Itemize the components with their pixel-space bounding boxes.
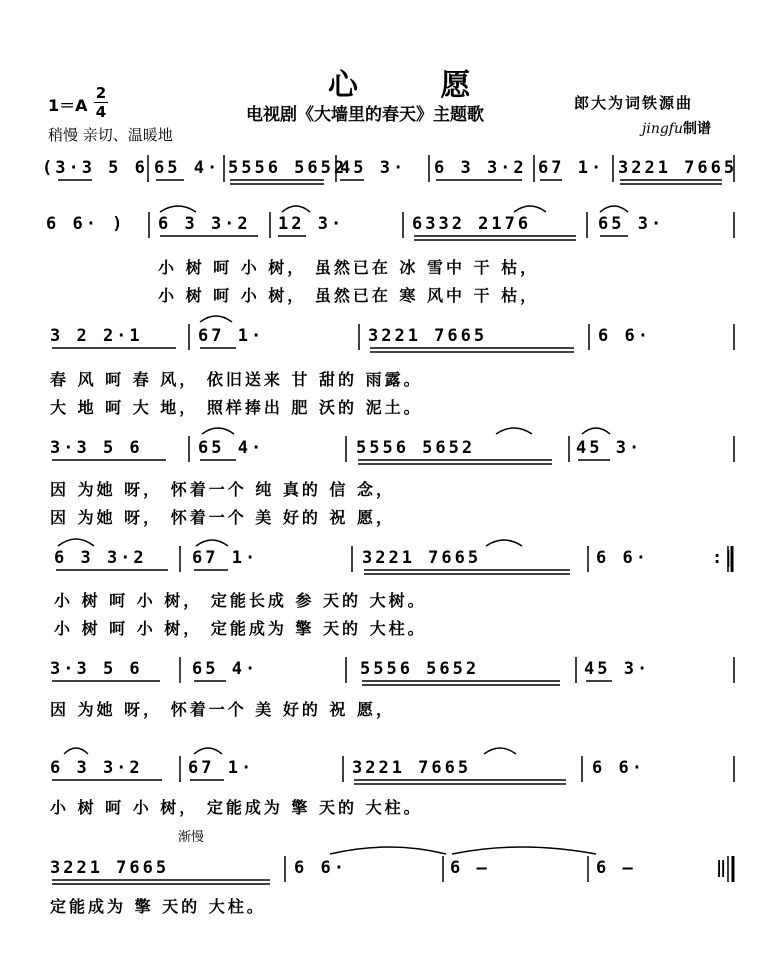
measure: 45 3· <box>584 659 651 679</box>
measure: 5556 5652 <box>360 659 480 679</box>
measure: 5556 5652 <box>356 438 476 458</box>
measure: 65 4· <box>154 158 221 178</box>
time-top: 2 <box>95 84 107 102</box>
measure: 5556 5652 <box>228 158 348 178</box>
measure: 3 2 2·1 <box>50 326 143 346</box>
measure: 65 4· <box>198 438 265 458</box>
measure: 6 3 3·2 <box>434 158 527 178</box>
measure: 65 4· <box>192 659 259 679</box>
lyric-verse-1: 小 树 呵 小 树， 虽然已在 冰 雪中 干 枯， <box>158 258 540 277</box>
lyric-verse-1: 因 为她 呀， 怀着一个 美 好的 祝 愿， <box>50 700 395 719</box>
measure: 45 3· <box>340 158 407 178</box>
repeat-sign: :‖ <box>712 548 739 568</box>
measure: 3221 7665 <box>50 858 170 878</box>
measure: 3221 7665 <box>352 758 472 778</box>
measure: 3221 7665 <box>618 158 738 178</box>
song-title: 心 愿 <box>328 68 507 103</box>
measure: 3221 7665 <box>368 326 488 346</box>
measure: 3221 7665 <box>362 548 482 568</box>
measure: 6 3 3·2 <box>50 758 143 778</box>
score-line-1 <box>42 158 148 178</box>
measure: 6 6· <box>592 758 645 778</box>
measure: 67 1· <box>188 758 255 778</box>
final-barline: ‖ <box>716 858 730 878</box>
song-subtitle: 电视剧《大墙里的春天》主题歌 <box>246 105 484 125</box>
lyric-verse-2: 小 树 呵 小 树， 定能成为 擎 天的 大柱。 <box>54 619 427 638</box>
lyric-verse-1: 小 树 呵 小 树， 定能成为 擎 天的 大柱。 <box>50 798 423 817</box>
lyric-verse-1: 春 风 呵 春 风， 依旧送来 甘 甜的 雨露。 <box>50 370 423 389</box>
key-signature: 1＝A <box>48 96 88 115</box>
expression-marking: 稍慢 亲切、温暖地 <box>48 126 173 144</box>
measure: 45 3· <box>576 438 643 458</box>
measure: 65 3· <box>598 214 665 234</box>
measure: 6332 2176 <box>412 214 532 234</box>
measure: 6 – <box>596 858 636 878</box>
time-bottom: 4 <box>95 103 107 121</box>
lyric-verse-2: 因 为她 呀， 怀着一个 美 好的 祝 愿， <box>50 508 395 527</box>
arranger-name: jingfu <box>642 121 683 137</box>
measure: 12 3· <box>278 214 345 234</box>
lyric-verse-1: 定能成为 擎 天的 大柱。 <box>50 897 266 916</box>
measure: 6 6· ) <box>46 214 126 234</box>
measure: 6 – <box>450 858 490 878</box>
lyric-verse-2: 大 地 呵 大 地， 照样捧出 肥 沃的 泥土。 <box>50 398 423 417</box>
tempo-marking: 渐慢 <box>178 830 205 845</box>
measure: 6 3 3·2 <box>158 214 251 234</box>
measure: 3·3 5 6 <box>50 659 143 679</box>
measure: 6 6· <box>294 858 347 878</box>
measure: 6 3 3·2 <box>54 548 147 568</box>
arranger-suffix: 制谱 <box>683 121 711 137</box>
measure: 3·3 5 6 <box>50 438 143 458</box>
measure: 6 6· <box>596 548 649 568</box>
lyric-verse-1: 因 为她 呀， 怀着一个 纯 真的 信 念， <box>50 480 395 499</box>
measure: 67 1· <box>198 326 265 346</box>
credits: 郎大为词铁源曲 <box>574 94 694 112</box>
measure: 6 6· <box>598 326 651 346</box>
measure: 67 1· <box>538 158 605 178</box>
measure: (3·3 5 6 <box>42 158 148 178</box>
lyric-verse-1: 小 树 呵 小 树， 定能长成 参 天的 大树。 <box>54 591 427 610</box>
measure: 67 1· <box>192 548 259 568</box>
lyric-verse-2: 小 树 呵 小 树， 虽然已在 寒 风中 干 枯， <box>158 286 540 305</box>
